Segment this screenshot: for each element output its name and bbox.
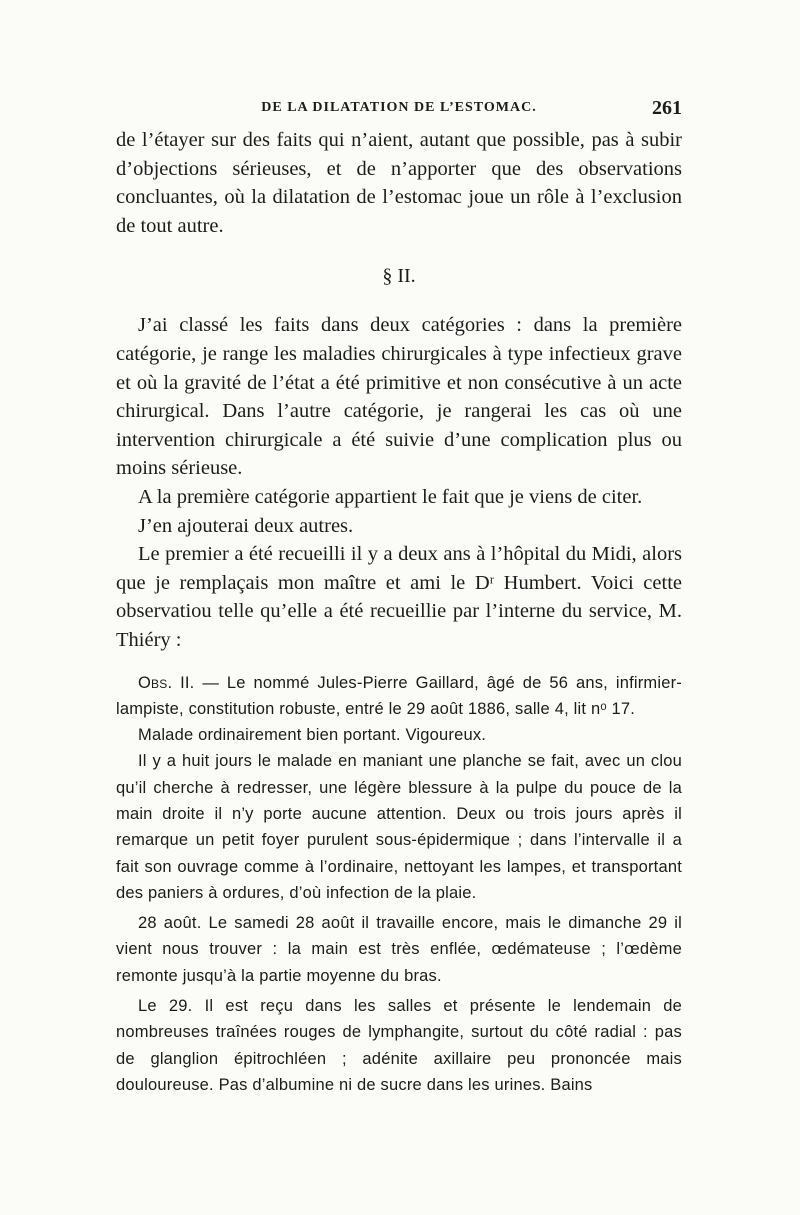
page-number: 261 bbox=[652, 97, 682, 119]
observation-paragraph-2: Il y a huit jours le malade en maniant une planche se fait, avec un clou qu’il cherche à redresser, une légère blessure à la pulpe du pouce de la main droite il n’y porte aucune attention. Deux ou trois jours après il remarque un petit foyer purulent sous-épidermique ; dans l’intervalle il a fait son ouvrage comme à l’ordinaire, nettoyant les lampes, et transportant des paniers à ordures, d’où infection de la plaie. bbox=[116, 752, 682, 902]
observation-intro-text: — Le nommé Jules-Pierre Gaillard, âgé de 56 ans, infirmier-lampiste, constitution robuste, entré le 29 août 1886, salle 4, lit nᵒ 17. bbox=[116, 673, 682, 718]
observation-paragraph-3: 28 août. Le samedi 28 août il travaille encore, mais le dimanche 29 il vient nous trouver : la main est très enflée, œdémateuse ; l’œdème remonte jusqu’à la partie moyenne du bras. bbox=[116, 914, 682, 985]
paragraph-categories: J’ai classé les faits dans deux catégories : dans la première catégorie, je range les maladies chirurgicales à type infectieux grave et où la gravité de l’état a été primitive et non consécutive à un acte chirurgical. Dans l’autre catégorie, je rangerai les cas où une intervention chirurgicale a été suivie d’une complication plus ou moins sérieuse. bbox=[116, 314, 682, 480]
page-header bbox=[116, 97, 682, 124]
observation-intro bbox=[116, 670, 682, 723]
paragraph-intro: de l’étayer sur des faits qui n’aient, autant que possible, pas à subir d’objections sérieuses, et de n’apporter que des observations concluantes, où la dilatation de l’estomac joue un rôle à l’exclusion de tout autre. bbox=[116, 129, 682, 237]
page-body bbox=[116, 126, 682, 1098]
paragraph-first-case: Le premier a été recueilli il y a deux ans à l’hôpital du Midi, alors que je remplaçais mon maître et ami le Dʳ Humbert. Voici cette observatiou telle qu’elle a été recueillie par l’interne du service, M. Thiéry : bbox=[116, 543, 682, 651]
paragraph-first-category: A la première catégorie appartient le fait que je viens de citer. bbox=[138, 485, 643, 508]
observation-label: Obs. II. bbox=[138, 673, 195, 692]
running-title: DE LA DILATATION DE L’ESTOMAC. bbox=[261, 100, 537, 115]
observation-paragraph-1: Malade ordinairement bien portant. Vigoureux. bbox=[138, 726, 487, 745]
observation-paragraph-4: Le 29. Il est reçu dans les salles et présente le lendemain de nombreuses traînées rouges de lymphangite, surtout du côté radial : pas de glanglion épitrochléen ; adénite axillaire peu prononcée mais douloureuse. Pas d’albumine ni de sucre dans les urines. Bains bbox=[116, 997, 682, 1094]
paragraph-two-others: J’en ajouterai deux autres. bbox=[138, 514, 354, 537]
section-heading: § II. bbox=[382, 265, 416, 288]
